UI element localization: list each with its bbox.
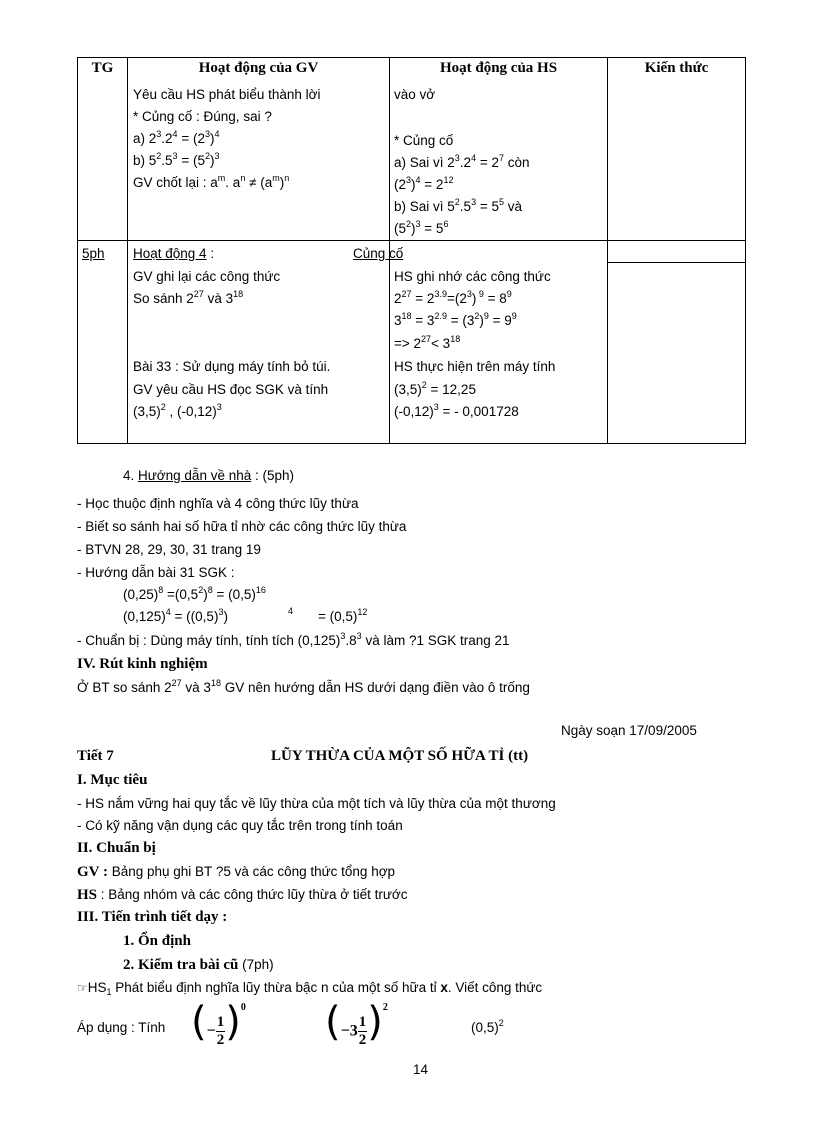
row2-activity-label: Hoạt động 4 : [133, 246, 215, 261]
homework-line: - Học thuộc định nghĩa và 4 công thức lũy thừa [77, 496, 359, 511]
step-2: 2. Kiểm tra bài cũ (7ph) [123, 957, 274, 973]
row2-hs-line: $3^{18} = 3^{2.9} = (3^2)^9 = 9^9$ [394, 311, 517, 328]
objective-line: - HS nắm vững hai quy tắc về lũy thừa của một tích và lũy thừa của một thương [77, 796, 556, 811]
lesson-title: LŨY THỪA CỦA MỘT SỐ HỮA TỈ (tt) [271, 748, 529, 764]
row1-gv-line: a) $2^3.2^4 = (2^3)^4$ [133, 129, 220, 146]
homework-line: - Biết so sánh hai số hữa tỉ nhờ các công thức lũy thừa [77, 519, 407, 534]
expression-1: (− $\frac{1}{2}$ )$^0$ [191, 999, 246, 1048]
row1-hs-line: b) Sai vì $5^2.5^3 = 5^5$ và [394, 197, 523, 214]
process-heading: III. Tiến trình tiết dạy : [77, 909, 228, 925]
guide-formula-2: $(0,125)^4 = ((0,5)^3)$ [123, 607, 228, 624]
lesson-period: Tiết 7 [77, 748, 114, 764]
section-iv-heading: IV. Rút kinh nghiệm [77, 656, 208, 672]
prep-hs-line: HS : Bảng nhóm và các công thức lũy thừa ở tiết trước [77, 887, 408, 903]
row2-gv-line: Bài 33 : Sử dụng máy tính bỏ túi. [133, 359, 331, 374]
guide-formula-1: $(0,25)^8 =(0,5^2)^8 = (0,5)^{16}$ [123, 585, 266, 602]
row1-hs-line: $(2^3)^4 = 2^{12}$ [394, 175, 454, 192]
guide-formula-2-result: = $(0,5)^{12}$ [318, 607, 368, 624]
apply-label: Áp dụng : Tính [77, 1020, 166, 1035]
row2-activity-title: Củng cố [353, 246, 404, 261]
hs1-line: $☞HS_1$ Phát biểu định nghĩa lũy thừa bậc n của một số hữa tỉ x. Viết công thức [77, 980, 543, 997]
row2-hs-line: $(-0,12)^3$ = - 0,001728 [394, 402, 519, 419]
header-kien-thuc: Kiến thức [644, 60, 709, 76]
objective-line: - Có kỹ năng vận dụng các quy tắc trên trong tính toán [77, 818, 403, 833]
row2-gv-line: GV ghi lại các công thức [133, 269, 281, 284]
prep-line: - Chuẩn bị : Dùng máy tính, tính tích $(0,125)^3.8^3$ và làm ?1 SGK trang 21 [77, 631, 510, 648]
header-tg: TG [91, 60, 114, 76]
row2-hs-line: $(3,5)^2 = 12,25$ [394, 380, 476, 397]
homework-line: - Hướng dẫn bài 31 SGK : [77, 565, 235, 580]
guide-formula-2-exp: 4 [288, 606, 294, 616]
row1-gv-line: * Củng cố : Đúng, sai ? [133, 109, 272, 124]
prep-gv-line: GV : Bảng phụ ghi BT ?5 và các công thức tổng hợp [77, 864, 396, 880]
row2-hs-line: HS thực hiện trên máy tính [394, 359, 556, 374]
row2-hs-line: $2^{27} = 2^{3.9}=(2^3) ^9 = 8^9$ [394, 289, 512, 306]
row2-gv-line: $(3,5)^2$ , $(-0,12)^3$ [133, 402, 222, 419]
row1-gv-line: Yêu cầu HS phát biểu thành lời [133, 87, 321, 102]
expression-3: $(0,5)^2$ [471, 1018, 504, 1035]
header-hs: Hoạt động của HS [439, 60, 558, 76]
row2-gv-line: GV yêu cầu HS đọc SGK và tính [133, 382, 329, 397]
row1-hs-line: * Củng cố [394, 133, 454, 148]
row2-hs-line: HS ghi nhớ các công thức [394, 269, 551, 284]
pointing-hand-icon: ☞ [77, 981, 88, 995]
row2-hs-line: => $2^{27}< 3^{18}$ [394, 334, 461, 351]
homework-line: - BTVN 28, 29, 30, 31 trang 19 [77, 542, 261, 557]
expression-2: (−3 $\frac{1}{2}$ )$^2$ [325, 999, 388, 1048]
page-number: 14 [413, 1062, 429, 1077]
step-1: 1. Ổn định [123, 933, 191, 949]
row2-tg: 5ph [82, 246, 105, 261]
row2-gv-line: So sánh $2^{27}$ và $3^{18}$ [133, 289, 244, 306]
homework-heading: 4. Hướng dẫn về nhà : (5ph) [123, 468, 295, 483]
preparation-heading: II. Chuẩn bị [77, 840, 156, 856]
row1-hs-line: $(5^2)^3 = 5^6$ [394, 219, 449, 236]
row1-hs-line: vào vở [394, 87, 436, 102]
objectives-heading: I. Mục tiêu [77, 772, 148, 788]
section-iv-text: Ở BT so sánh $2^{27}$ và $3^{18}$ GV nên hướng dẫn HS dưới dạng điền vào ô trống [77, 678, 530, 695]
header-gv: Hoạt động của GV [198, 60, 319, 76]
row1-hs-line: a) Sai vì $2^3.2^4 = 2^7$ còn [394, 153, 530, 170]
row1-gv-line: b) $5^2.5^3 = (5^2)^3$ [133, 151, 220, 168]
row1-gv-line: GV chốt lại : $a^m$. $a^n \ne (a^m)^n$ [133, 173, 290, 190]
lesson-date: Ngày soạn 17/09/2005 [561, 723, 697, 738]
